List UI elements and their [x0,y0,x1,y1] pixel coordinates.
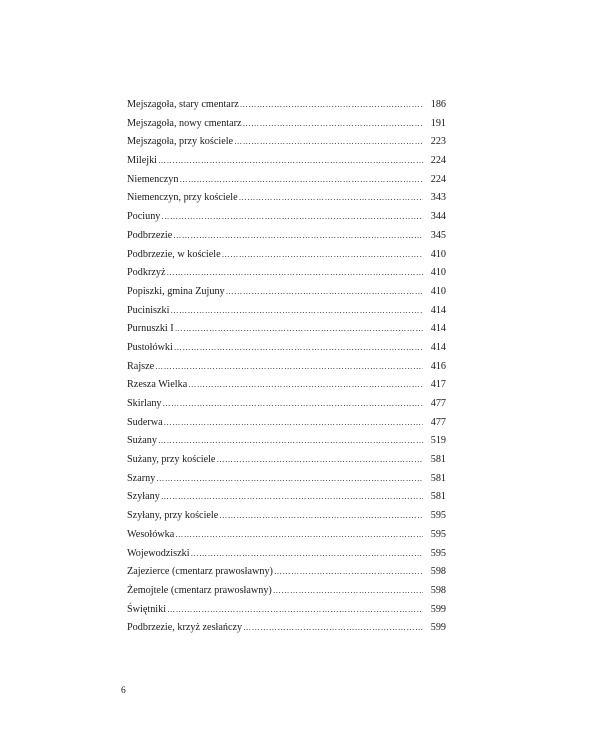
toc-entry [127,582,446,601]
toc-entry-title: Sużany, przy kościele [127,454,216,466]
toc-entry [127,358,446,377]
dot-leader [158,432,423,451]
toc-entry [127,470,446,489]
toc-entry-title: Niemenczyn, przy kościele [127,192,238,204]
toc-entry-title: Żemojtele (cmentarz prawosławny) [127,584,272,596]
toc-entry-title: Mejszagoła, przy kościele [127,136,234,148]
dot-leader [173,227,423,246]
toc-entry-page: 414 [430,341,446,353]
dot-leader [161,488,423,507]
toc-entry [127,264,446,283]
toc-entry-page: 224 [430,173,446,185]
dot-leader [164,414,423,433]
toc-entry [127,376,446,395]
toc-entry-page: 595 [430,510,446,522]
toc-entry [127,601,446,620]
dot-leader [175,320,423,339]
toc-entry-page: 343 [430,192,446,204]
toc-entry [127,563,446,582]
toc-entry-page: 477 [430,416,446,428]
toc-entry [127,227,446,246]
toc-entry-title: Szyłany [127,491,160,503]
dot-leader [166,264,423,283]
toc-entry-page: 344 [430,211,446,223]
toc-entry [127,320,446,339]
toc-entry-title: Mejszagoła, nowy cmentarz [127,117,242,129]
toc-entry-page: 598 [430,584,446,596]
toc-entry-title: Zajezierce (cmentarz prawosławny) [127,566,273,578]
toc-entry-title: Wesołówka [127,528,175,540]
toc-entry-title: Purnuszki I [127,323,174,335]
toc-entry [127,545,446,564]
toc-entry [127,451,446,470]
toc-entry-page: 581 [430,454,446,466]
toc-entry-title: Szyłany, przy kościele [127,510,219,522]
toc-entry-page: 414 [430,304,446,316]
toc-entry [127,526,446,545]
toc-entry-page: 581 [430,491,446,503]
dot-leader [156,470,423,489]
dot-leader [222,246,423,265]
toc-entry-title: Rzesza Wielka [127,379,188,391]
toc-entry [127,208,446,227]
dot-leader [158,152,423,171]
toc-entry-title: Podkrzyż [127,267,166,279]
dot-leader [174,339,423,358]
toc-entry-page: 581 [430,472,446,484]
dot-leader [240,96,423,115]
toc-entry [127,171,446,190]
toc-entry-page: 223 [430,136,446,148]
toc-entry-title: Rajsze [127,360,155,372]
dot-leader [226,283,423,302]
toc-entry [127,395,446,414]
toc-entry [127,283,446,302]
toc-entry-page: 599 [430,603,446,615]
dot-leader [219,507,423,526]
dot-leader [179,171,423,190]
toc-entry [127,115,446,134]
dot-leader [273,582,423,601]
toc-entry-page: 186 [430,99,446,110]
toc-entry-page: 345 [430,229,446,241]
toc-entry-page: 598 [430,566,446,578]
dot-leader [188,376,423,395]
toc-entry-page: 595 [430,528,446,540]
toc-entry [127,432,446,451]
dot-leader [274,563,423,582]
toc-entry-title: Mejszagoła, stary cmentarz [127,99,239,110]
dot-leader [170,302,423,321]
toc-entry-page: 417 [430,379,446,391]
toc-entry-page: 416 [430,360,446,372]
toc-entry-page: 410 [430,285,446,297]
toc-entry-page: 414 [430,323,446,335]
toc-entry-title: Popiszki, gmina Zujuny [127,285,225,297]
toc-entry [127,133,446,152]
toc-entry-title: Skirlany [127,398,162,409]
dot-leader [175,526,423,545]
toc-entry-page: 410 [430,248,446,260]
toc-entry-page: 519 [430,435,446,447]
toc-entry-title: Pustołówki [127,341,173,353]
toc-entry [127,246,446,265]
toc-entry [127,414,446,433]
dot-leader [239,189,423,208]
toc-entry-title: Podbrzezie, krzyż zesłańczy [127,622,243,634]
toc-entry-title: Pociuny [127,211,161,223]
page-number: 6 [121,686,126,696]
dot-leader [163,395,423,414]
dot-leader [243,619,423,638]
toc-entry [127,507,446,526]
toc-entry-title: Suderwa [127,416,163,428]
toc-entry-title: Milejki [127,155,157,167]
dot-leader [167,601,423,620]
toc-entry [127,302,446,321]
dot-leader [243,115,423,134]
toc-entry-title: Sużany [127,435,157,447]
dot-leader [234,133,423,152]
toc-entry [127,619,446,638]
toc-entry-title: Wojewodziszki [127,547,190,559]
dot-leader [216,451,423,470]
dot-leader [161,208,423,227]
toc-entry [127,339,446,358]
dot-leader [155,358,423,377]
toc-entry-page: 410 [430,267,446,279]
toc-entry [127,96,446,115]
toc-entry-title: Puciniszki [127,304,170,316]
table-of-contents [127,96,446,638]
toc-entry-page: 477 [430,398,446,409]
toc-entry-title: Podbrzezie, w kościele [127,248,221,260]
toc-entry-page: 224 [430,155,446,167]
toc-entry-page: 595 [430,547,446,559]
toc-entry-title: Niemenczyn [127,173,179,185]
toc-entry-page: 599 [430,622,446,634]
toc-entry-page: 191 [430,117,446,129]
toc-entry [127,189,446,208]
toc-entry-title: Szarny [127,472,156,484]
toc-entry-title: Podbrzezie [127,229,173,241]
dot-leader [191,545,423,564]
toc-entry [127,152,446,171]
toc-entry [127,488,446,507]
toc-entry-title: Świętniki [127,603,167,615]
